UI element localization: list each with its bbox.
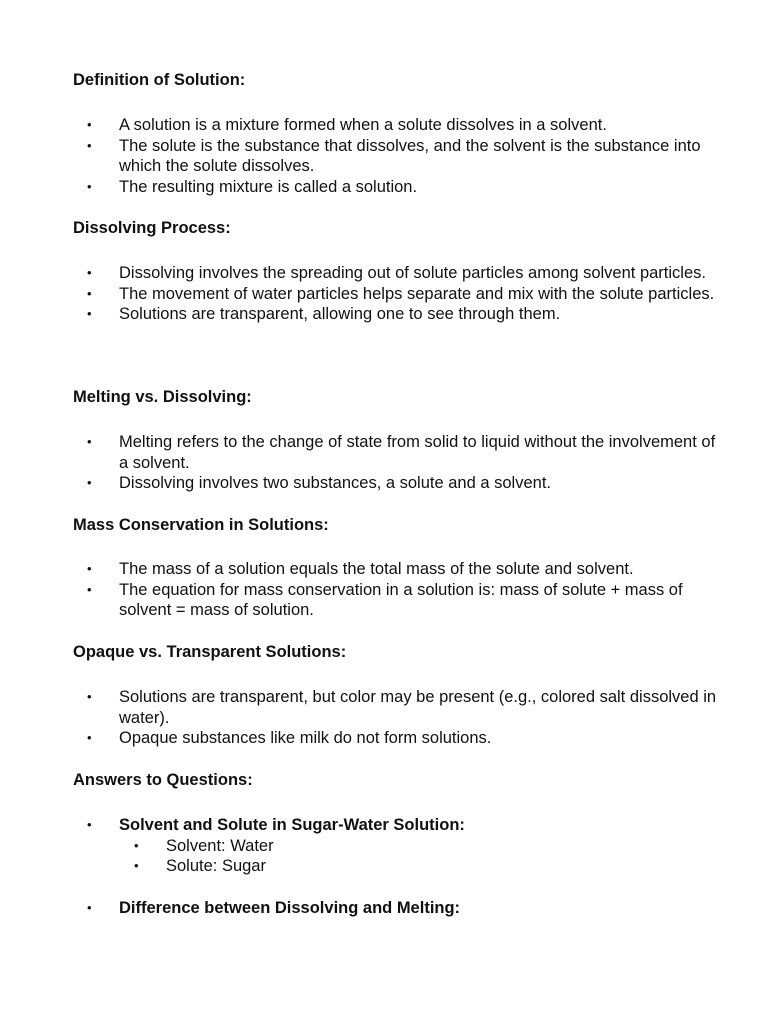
list-item: • Solutions are transparent, but color may be present (e.g., colored salt dissolved in water). <box>119 687 719 728</box>
section-heading-answers: Answers to Questions: <box>73 771 253 789</box>
list-item: • The movement of water particles helps separate and mix with the solute particles. <box>119 284 719 305</box>
bullet-list-answers-q1 <box>119 815 719 877</box>
bullet-list-dissolving <box>119 263 719 325</box>
list-item: • The resulting mixture is called a solution. <box>119 177 719 198</box>
bullet-list-definition <box>119 115 719 197</box>
list-item: • Solutions are transparent, allowing one to see through them. <box>119 304 719 325</box>
list-item: • The mass of a solution equals the total mass of the solute and solvent. <box>119 559 719 580</box>
section-heading-mass-conservation: Mass Conservation in Solutions: <box>73 516 329 534</box>
bullet-list-answers-q2 <box>119 898 719 919</box>
bullet-list-opaque <box>119 687 719 749</box>
sub-list-item: • Solvent: Water <box>166 836 719 857</box>
section-heading-opaque: Opaque vs. Transparent Solutions: <box>73 643 347 661</box>
sub-bullet-list <box>119 836 719 877</box>
list-item: • A solution is a mixture formed when a solute dissolves in a solvent. <box>119 115 719 136</box>
section-heading-melting: Melting vs. Dissolving: <box>73 388 252 406</box>
sub-list-item: • Solute: Sugar <box>166 856 719 877</box>
list-item: • The equation for mass conservation in a solution is: mass of solute + mass of solvent = mass of solution. <box>119 580 719 621</box>
list-item: • Melting refers to the change of state from solid to liquid without the involvement of a solvent. <box>119 432 719 473</box>
list-item <box>119 815 719 877</box>
bullet-list-mass-conservation <box>119 559 719 621</box>
list-item: • The solute is the substance that dissolves, and the solvent is the substance into which the solute dissolves. <box>119 136 719 177</box>
list-item: • Dissolving involves two substances, a solute and a solvent. <box>119 473 719 494</box>
section-heading-dissolving: Dissolving Process: <box>73 219 231 237</box>
question-title: Difference between Dissolving and Melting: <box>119 899 461 917</box>
list-item: • Dissolving involves the spreading out of solute particles among solvent particles. <box>119 263 719 284</box>
list-item: • Opaque substances like milk do not form solutions. <box>119 728 719 749</box>
bullet-list-melting <box>119 432 719 494</box>
list-item <box>119 898 719 919</box>
question-title: Solvent and Solute in Sugar-Water Solution: <box>119 816 465 834</box>
section-heading-definition: Definition of Solution: <box>73 71 246 89</box>
